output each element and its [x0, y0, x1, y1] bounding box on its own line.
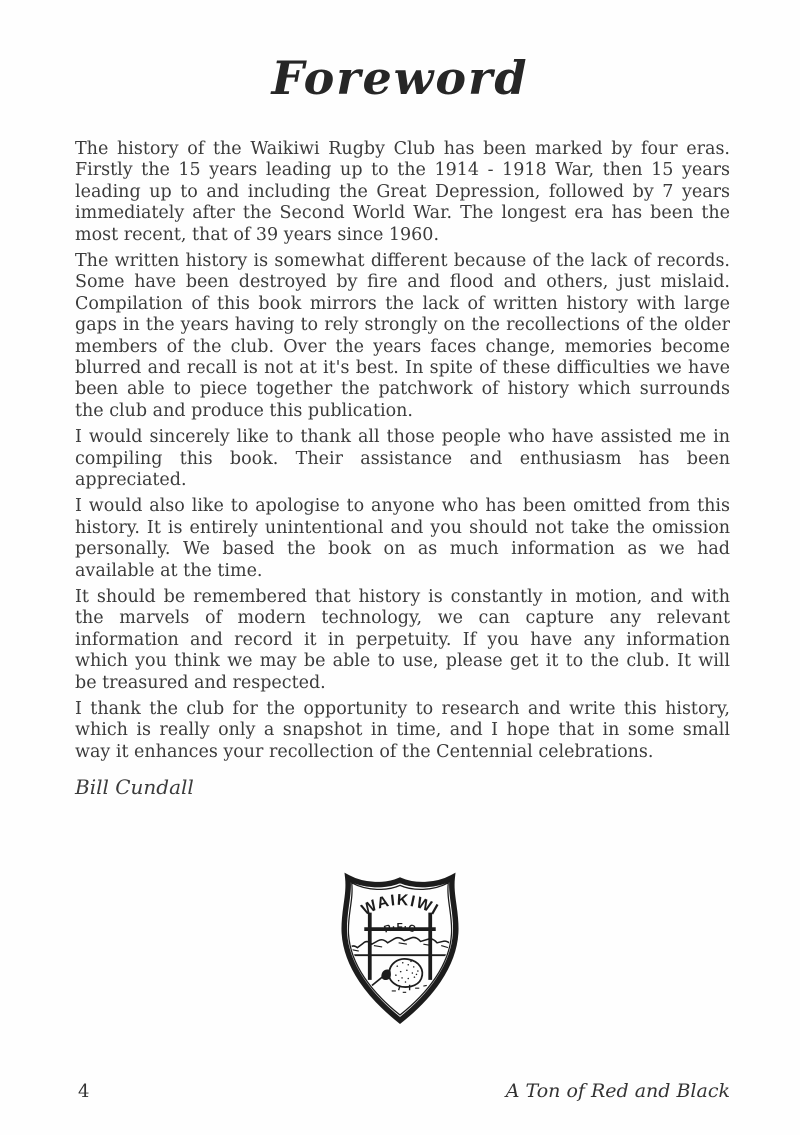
foreword-paragraph: It should be remembered that history is constantly in motion, and with the marvels of modern technology, we can capture any relevant information and record it in perpetuity. If you have any information which you think we may be able to use, please get it to the club. It will be treasured and respected.: [75, 587, 730, 693]
foreword-paragraph: I thank the club for the opportunity to research and write this history, which is really only a snapshot in time, and I hope that in some small way it enhances your recollection of the Centennial celebrations.: [75, 699, 730, 762]
book-title: A Ton of Red and Black: [505, 1080, 730, 1102]
page-number: 4: [78, 1081, 90, 1102]
foreword-paragraph: I would also like to apologise to anyone who has been omitted from this history. It is entirely unintentional and you should not take the omission personally. We based the book on as much information as we had available at the time.: [75, 496, 730, 581]
club-name-arc: WAIKIWI: [358, 891, 442, 920]
foreword-paragraph: The written history is somewhat different because of the lack of records. Some have been destroyed by fire and flood and others, just mislaid. Compilation of this book mirrors the lack of written history with large gaps in the years having to rely strongly on the recollections of the older members of the club. Over the years faces change, memories become blurred and recall is not at it's best. In spite of these difficulties we have been able to piece together the patchwork of history which surrounds the club and produce this publication.: [75, 250, 730, 421]
foreword-paragraph: I would sincerely like to thank all those people who have assisted me in compiling this book. Their assistance and enthusiasm has been appreciated.: [75, 427, 730, 490]
page-title: Foreword: [271, 51, 529, 105]
author-signature: Bill Cundall: [75, 775, 194, 800]
foreword-paragraph: The history of the Waikiwi Rugby Club has been marked by four eras. Firstly the 15 years leading up to the 1914 - 1918 War, then 15 years leading up to and including the Great Depression, followed by 7 years immediately after the Second World War. The longest era has been the most recent, that of 39 years since 1960.: [75, 138, 730, 245]
club-crest-graphic: [331, 870, 469, 1028]
foreword-text: [75, 139, 730, 763]
club-initials-arc: R·F·C: [382, 921, 418, 936]
club-crest: [331, 870, 469, 1028]
page-footer: [78, 1080, 730, 1102]
